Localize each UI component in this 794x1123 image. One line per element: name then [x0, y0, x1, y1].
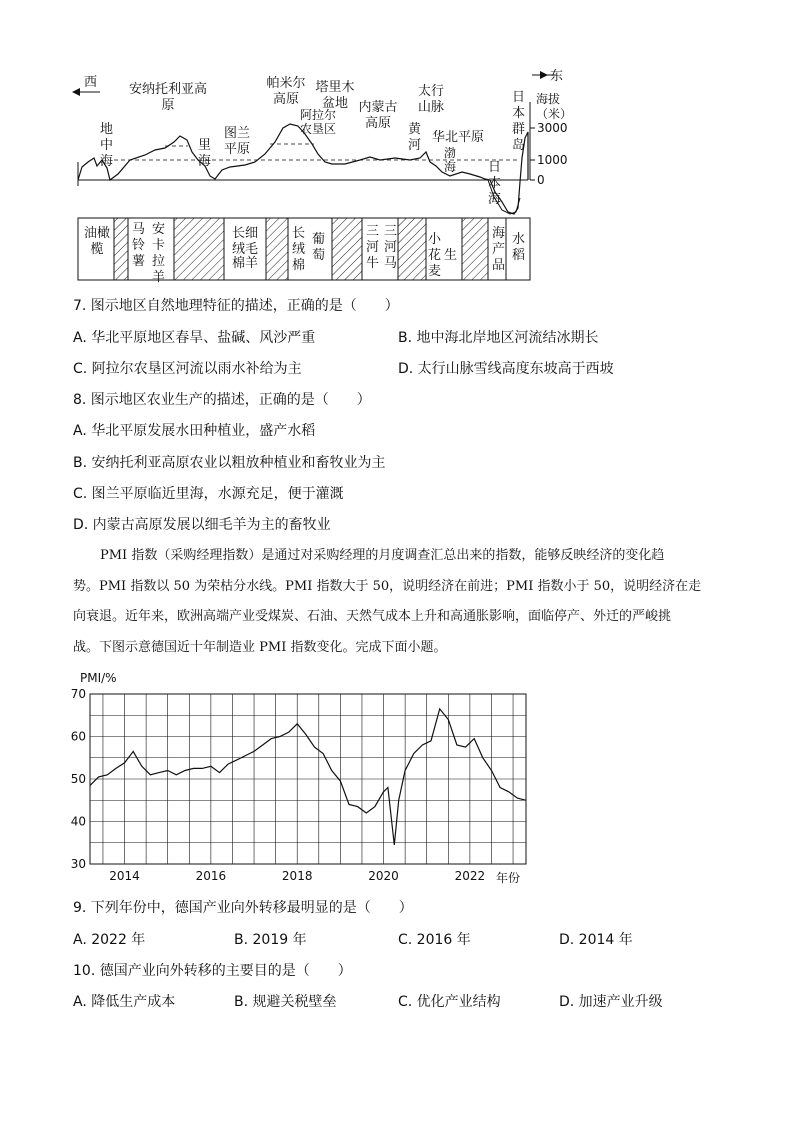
q10-option-a[interactable]: A. 降低生产成本: [73, 994, 176, 1010]
pmi-series-line: [90, 709, 526, 845]
chart-y-tick-label: 30: [70, 857, 86, 871]
label-japan-islands: 日本群岛: [512, 90, 526, 153]
product-seafood: 海产品: [492, 226, 506, 273]
chart-grid: [90, 694, 526, 864]
label-alar: 阿拉尔农垦区: [299, 108, 336, 136]
passage-line-1: PMI 指数（采购经理指数）是通过对采购经理的月度调查汇总出来的指数，能够反映经济的变化趋: [100, 548, 665, 563]
pmi-chart-svg: [60, 668, 540, 890]
q7-stem: 7. 图示地区自然地理特征的描述，正确的是（ ）: [73, 298, 399, 314]
product-olive: 油橄榄: [83, 226, 110, 257]
q8-option-a[interactable]: A. 华北平原发展水田种植业，盛产水稻: [73, 423, 316, 439]
label-bohai: 渤海: [444, 146, 457, 174]
product-long-cotton: 长绒棉: [292, 226, 306, 273]
label-north-china: 华北平原: [432, 130, 485, 145]
q9-option-b[interactable]: B. 2019 年: [234, 932, 307, 948]
passage-line-3: 向衰退。近年来，欧洲高端产业受煤炭、石油、天然气成本上升和高通胀影响，面临停产、外迁的严峻挑: [73, 609, 672, 624]
chart-ylabel: PMI/%: [80, 671, 117, 685]
q10-stem: 10. 德国产业向外转移的主要目的是（ ）: [73, 963, 352, 979]
label-pamir: 帕米尔高原: [266, 76, 306, 107]
q8-option-b[interactable]: B. 安纳托利亚高原农业以粗放种植业和畜牧业为主: [73, 455, 386, 471]
label-elevation: 海拔（米）: [536, 92, 573, 121]
q8-option-c[interactable]: C. 图兰平原临近里海，水源充足，便于灌溉: [73, 486, 344, 502]
product-grape: 葡萄: [312, 232, 326, 263]
chart-x-tick-label: 2014: [109, 869, 140, 883]
passage-line-4: 战。下图示意德国近十年制造业 PMI 指数变化。完成下面小题。: [73, 640, 447, 655]
chart-x-tick-label: 2022: [454, 869, 486, 883]
product-potato: 马铃薯: [132, 222, 146, 269]
pmi-chart: [60, 668, 540, 890]
product-sheep: 棉羊: [231, 256, 258, 271]
passage-line-2: 势。PMI 指数以 50 为荣枯分水线。PMI 指数大于 50，说明经济在前进；PMI 指数小于 50，说明经济在走: [73, 579, 702, 594]
label-mediterranean: 地中海: [100, 122, 114, 169]
label-turan: 图兰平原: [223, 126, 250, 157]
chart-y-ticks: [71, 687, 86, 871]
west-arrow: [72, 75, 100, 96]
label-inner-mongolia: 内蒙古高原: [358, 100, 398, 131]
chart-y-tick-label: 60: [70, 729, 86, 744]
q7-option-c[interactable]: C. 阿拉尔农垦区河流以雨水补给为主: [73, 361, 302, 377]
east-arrow: [532, 69, 563, 84]
product-sanhe-horse: 三河马: [384, 224, 398, 271]
chart-x-tick-label: 2020: [368, 869, 399, 883]
product-wheat: 小花麦: [428, 232, 442, 279]
label-tarim: 塔里木盆地: [315, 80, 355, 111]
q10-option-c[interactable]: C. 优化产业结构: [398, 994, 501, 1010]
tick-3000: 3000: [537, 121, 568, 135]
q7-option-d[interactable]: D. 太行山脉雪线高度东坡高于西坡: [398, 361, 614, 377]
label-sea-of-japan: 日本海: [488, 160, 502, 207]
tick-1000: 1000: [537, 153, 568, 167]
product-wool: 长细绒毛: [231, 226, 258, 257]
q8-stem: 8. 图示地区农业生产的描述，正确的是（ ）: [73, 392, 371, 408]
chart-y-tick-label: 70: [70, 687, 86, 701]
east-label: 东: [550, 69, 564, 84]
label-taihang: 太行山脉: [417, 84, 444, 115]
west-label: 西: [84, 75, 98, 90]
chart-xlabel: 年份: [496, 871, 521, 885]
chart-x-tick-label: 2016: [195, 869, 227, 883]
label-caspian: 里海: [198, 138, 212, 169]
chart-y-tick-label: 50: [70, 772, 86, 786]
q8-option-d[interactable]: D. 内蒙古高原发展以细毛羊为主的畜牧业: [73, 517, 331, 533]
q10-option-b[interactable]: B. 规避关税壁垒: [234, 994, 337, 1010]
label-yellow-river: 黄河: [408, 122, 422, 153]
q9-option-a[interactable]: A. 2022 年: [73, 932, 146, 948]
product-sanhe-cattle: 三河牛: [366, 224, 380, 271]
q7-option-a[interactable]: A. 华北平原地区春旱、盐碱、风沙严重: [73, 330, 316, 346]
product-angora: 安卡拉羊: [152, 222, 166, 285]
chart-y-tick-label: 40: [70, 814, 86, 829]
product-rice: 水稻: [512, 232, 526, 263]
q9-stem: 9. 下列年份中，德国产业向外转移最明显的是（ ）: [73, 900, 413, 916]
label-anatolia: 安纳托利亚高原: [128, 82, 207, 113]
q9-option-d[interactable]: D. 2014 年: [559, 932, 633, 948]
chart-x-ticks: [109, 869, 485, 883]
chart-x-tick-label: 2018: [281, 869, 313, 883]
tick-0: 0: [537, 173, 545, 187]
q10-option-d[interactable]: D. 加速产业升级: [559, 994, 663, 1010]
product-peanut: 生: [444, 248, 458, 263]
q7-option-b[interactable]: B. 地中海北岸地区河流结冰期长: [398, 330, 599, 346]
q9-option-c[interactable]: C. 2016 年: [398, 932, 471, 948]
